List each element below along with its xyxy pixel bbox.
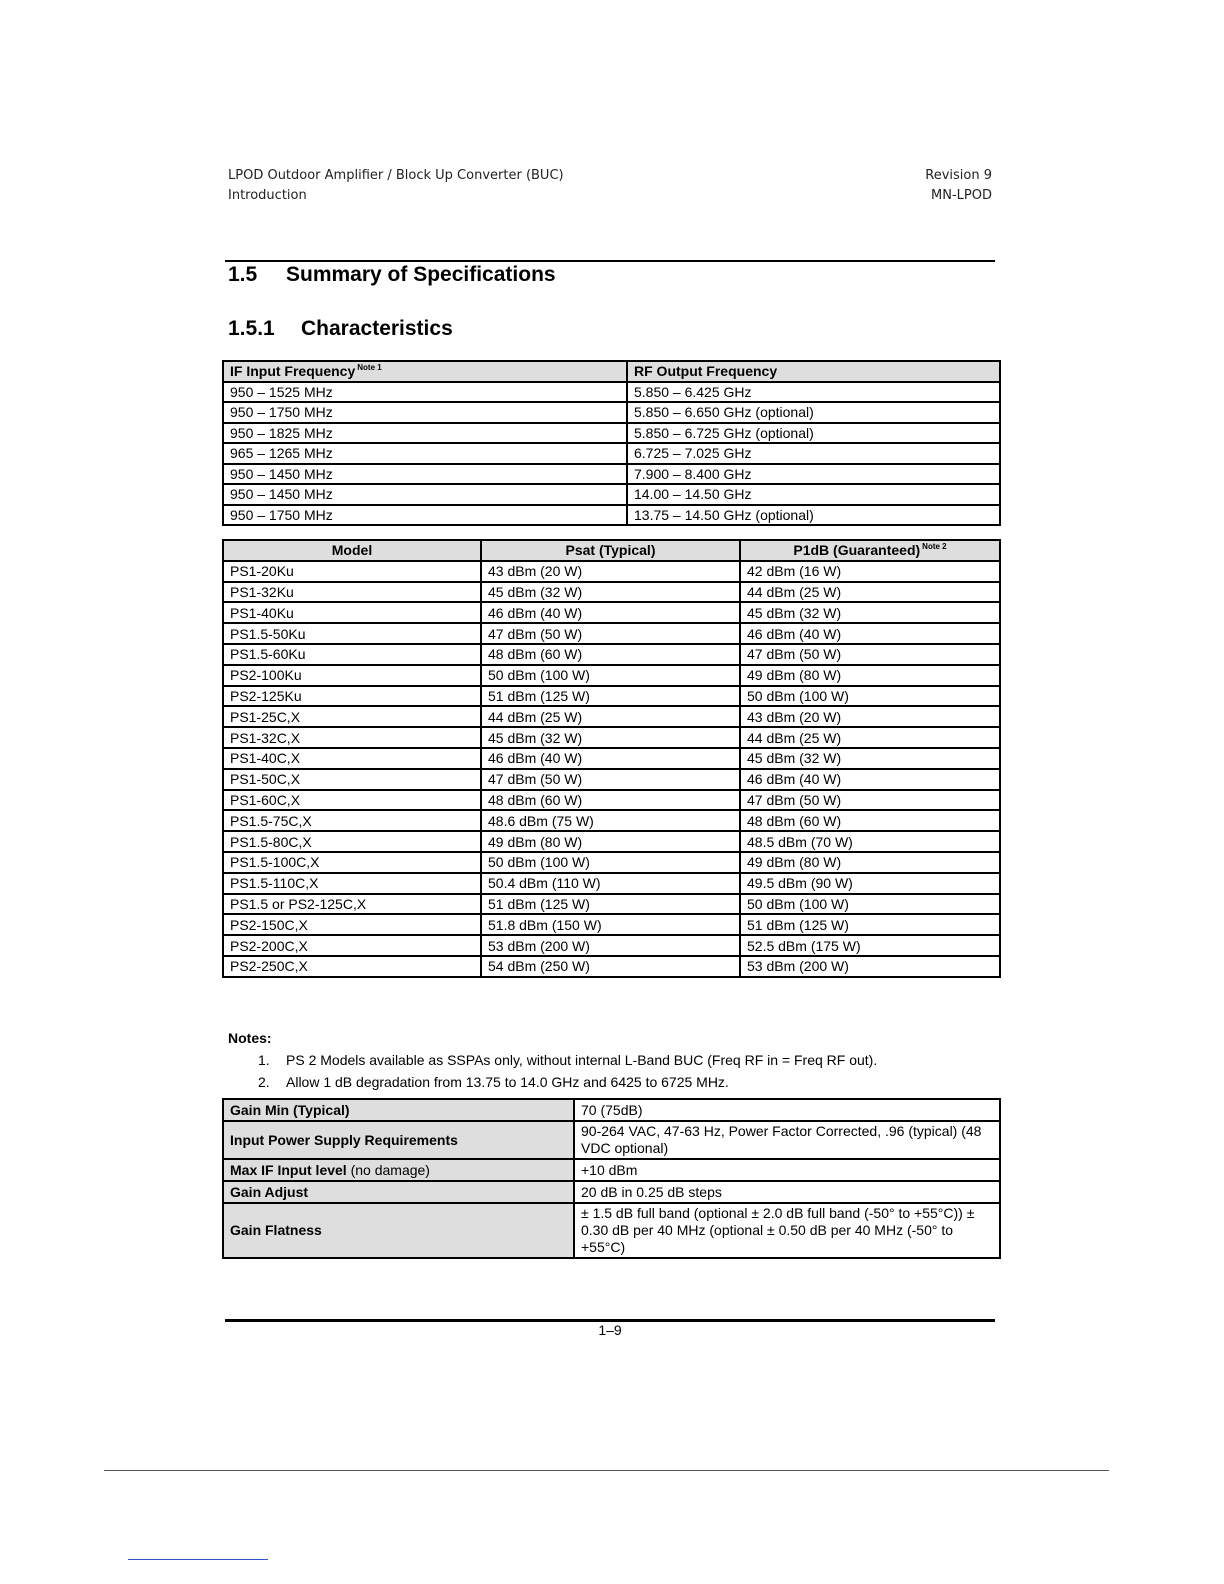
if-input-cell: 950 – 1825 MHz bbox=[223, 423, 627, 444]
p1db-cell: 45 dBm (32 W) bbox=[740, 602, 1000, 623]
p1db-cell: 45 dBm (32 W) bbox=[740, 748, 1000, 769]
header-chapter: Introduction bbox=[228, 188, 307, 203]
table-row bbox=[223, 935, 1000, 956]
model-cell: PS2-125Ku bbox=[223, 686, 481, 707]
p1db-cell: 50 dBm (100 W) bbox=[740, 894, 1000, 915]
spec-row bbox=[223, 1121, 1000, 1159]
note-item bbox=[258, 1074, 729, 1090]
p1db-cell: 50 dBm (100 W) bbox=[740, 686, 1000, 707]
table-row bbox=[223, 423, 1000, 444]
model-cell: PS1.5-100C,X bbox=[223, 852, 481, 873]
table-row bbox=[223, 623, 1000, 644]
psat-cell: 48.6 dBm (75 W) bbox=[481, 810, 740, 831]
p1db-cell: 48 dBm (60 W) bbox=[740, 810, 1000, 831]
p1db-header-label: P1dB (Guaranteed) bbox=[793, 542, 921, 559]
psat-cell: 48 dBm (60 W) bbox=[481, 644, 740, 665]
table-row bbox=[223, 831, 1000, 852]
note-ref: Note 1 bbox=[357, 363, 382, 373]
spec-row bbox=[223, 1203, 1000, 1258]
table-header-row bbox=[223, 540, 1000, 561]
spec-label: Max IF Input level bbox=[230, 1161, 347, 1178]
note-ref: Note 2 bbox=[922, 542, 947, 552]
model-cell: PS1.5-75C,X bbox=[223, 810, 481, 831]
spec-label-cell bbox=[223, 1121, 574, 1159]
note-text: PS 2 Models available as SSPAs only, without internal L-Band BUC (Freq RF in = Freq RF out). bbox=[286, 1052, 878, 1068]
table-row bbox=[223, 382, 1000, 403]
spec-label-cell bbox=[223, 1181, 574, 1203]
section-title: Summary of Specifications bbox=[286, 263, 556, 286]
page-number: 1–9 bbox=[598, 1322, 622, 1338]
model-cell: PS1-50C,X bbox=[223, 769, 481, 790]
spec-value: +10 dBm bbox=[574, 1159, 1000, 1181]
model-cell: PS2-250C,X bbox=[223, 956, 481, 977]
if-input-header bbox=[223, 361, 627, 382]
model-cell: PS1-25C,X bbox=[223, 706, 481, 727]
header-doc-title: LPOD Outdoor Amplifier / Block Up Converter (BUC) bbox=[228, 168, 564, 183]
if-input-cell: 950 – 1450 MHz bbox=[223, 464, 627, 485]
table-row bbox=[223, 582, 1000, 603]
table-row bbox=[223, 748, 1000, 769]
spec-row bbox=[223, 1181, 1000, 1203]
psat-cell: 53 dBm (200 W) bbox=[481, 935, 740, 956]
rf-output-cell: 5.850 – 6.650 GHz (optional) bbox=[627, 402, 1000, 423]
model-cell: PS1.5-60Ku bbox=[223, 644, 481, 665]
table-row bbox=[223, 852, 1000, 873]
psat-cell: 45 dBm (32 W) bbox=[481, 582, 740, 603]
rf-output-cell: 13.75 – 14.50 GHz (optional) bbox=[627, 505, 1000, 526]
table-row bbox=[223, 602, 1000, 623]
psat-cell: 51 dBm (125 W) bbox=[481, 894, 740, 915]
if-input-header-label: IF Input Frequency bbox=[230, 363, 356, 380]
table-row bbox=[223, 443, 1000, 464]
spec-table bbox=[222, 1098, 1001, 1259]
section-rule bbox=[225, 260, 995, 262]
p1db-cell: 44 dBm (25 W) bbox=[740, 727, 1000, 748]
p1db-cell: 44 dBm (25 W) bbox=[740, 582, 1000, 603]
p1db-cell: 43 dBm (20 W) bbox=[740, 706, 1000, 727]
table-row bbox=[223, 790, 1000, 811]
rf-output-cell: 14.00 – 14.50 GHz bbox=[627, 484, 1000, 505]
p1db-cell: 49 dBm (80 W) bbox=[740, 852, 1000, 873]
if-input-cell: 950 – 1750 MHz bbox=[223, 402, 627, 423]
note-number: 1. bbox=[258, 1052, 270, 1068]
hyperlink-underline[interactable] bbox=[128, 1559, 268, 1560]
p1db-cell: 52.5 dBm (175 W) bbox=[740, 935, 1000, 956]
table-row bbox=[223, 810, 1000, 831]
note-text: Allow 1 dB degradation from 13.75 to 14.0 GHz and 6425 to 6725 MHz. bbox=[286, 1074, 729, 1090]
table-row bbox=[223, 665, 1000, 686]
psat-cell: 44 dBm (25 W) bbox=[481, 706, 740, 727]
psat-cell: 50 dBm (100 W) bbox=[481, 665, 740, 686]
page-break-line bbox=[104, 1470, 1109, 1471]
table-row bbox=[223, 914, 1000, 935]
if-input-cell: 950 – 1450 MHz bbox=[223, 484, 627, 505]
header-revision: Revision 9 bbox=[925, 168, 992, 183]
rf-output-cell: 6.725 – 7.025 GHz bbox=[627, 443, 1000, 464]
p1db-cell: 47 dBm (50 W) bbox=[740, 790, 1000, 811]
model-cell: PS1-60C,X bbox=[223, 790, 481, 811]
model-cell: PS1.5 or PS2-125C,X bbox=[223, 894, 481, 915]
running-header-right bbox=[860, 166, 992, 206]
subsection-number: 1.5.1 bbox=[228, 317, 275, 340]
if-input-cell: 950 – 1750 MHz bbox=[223, 505, 627, 526]
spec-label-cell bbox=[223, 1159, 574, 1181]
table-header-row bbox=[223, 361, 1000, 382]
note-item bbox=[258, 1052, 877, 1068]
psat-cell: 45 dBm (32 W) bbox=[481, 727, 740, 748]
model-table bbox=[222, 539, 1001, 978]
table-row bbox=[223, 561, 1000, 582]
psat-header: Psat (Typical) bbox=[481, 540, 740, 561]
spec-row bbox=[223, 1099, 1000, 1121]
spec-label: Input Power Supply Requirements bbox=[230, 1131, 458, 1148]
spec-label: Gain Min (Typical) bbox=[230, 1101, 350, 1118]
psat-cell: 54 dBm (250 W) bbox=[481, 956, 740, 977]
psat-cell: 50.4 dBm (110 W) bbox=[481, 873, 740, 894]
p1db-cell: 47 dBm (50 W) bbox=[740, 644, 1000, 665]
table-row bbox=[223, 644, 1000, 665]
model-cell: PS1.5-110C,X bbox=[223, 873, 481, 894]
spec-value: 90-264 VAC, 47-63 Hz, Power Factor Corrected, .96 (typical) (48 VDC optional) bbox=[574, 1121, 1000, 1159]
rf-output-cell: 7.900 – 8.400 GHz bbox=[627, 464, 1000, 485]
psat-cell: 47 dBm (50 W) bbox=[481, 623, 740, 644]
p1db-cell: 51 dBm (125 W) bbox=[740, 914, 1000, 935]
header-doc-number: MN-LPOD bbox=[931, 188, 992, 203]
model-cell: PS1-20Ku bbox=[223, 561, 481, 582]
p1db-cell: 46 dBm (40 W) bbox=[740, 623, 1000, 644]
p1db-header bbox=[740, 540, 1000, 561]
model-cell: PS1.5-80C,X bbox=[223, 831, 481, 852]
notes-title: Notes: bbox=[228, 1030, 272, 1046]
spec-row bbox=[223, 1159, 1000, 1181]
table-row bbox=[223, 484, 1000, 505]
table-row bbox=[223, 873, 1000, 894]
model-cell: PS2-200C,X bbox=[223, 935, 481, 956]
model-cell: PS1-32C,X bbox=[223, 727, 481, 748]
table-row bbox=[223, 505, 1000, 526]
psat-cell: 51 dBm (125 W) bbox=[481, 686, 740, 707]
table-row bbox=[223, 956, 1000, 977]
table-row bbox=[223, 894, 1000, 915]
rf-output-cell: 5.850 – 6.425 GHz bbox=[627, 382, 1000, 403]
note-number: 2. bbox=[258, 1074, 270, 1090]
section-heading bbox=[228, 263, 556, 287]
table-row bbox=[223, 727, 1000, 748]
model-cell: PS2-150C,X bbox=[223, 914, 481, 935]
table-row bbox=[223, 686, 1000, 707]
psat-cell: 46 dBm (40 W) bbox=[481, 602, 740, 623]
model-header: Model bbox=[223, 540, 481, 561]
running-header-left bbox=[228, 166, 564, 206]
psat-cell: 46 dBm (40 W) bbox=[481, 748, 740, 769]
spec-label: Gain Adjust bbox=[230, 1183, 309, 1200]
spec-value: 70 (75dB) bbox=[574, 1099, 1000, 1121]
table-row bbox=[223, 464, 1000, 485]
spec-label-cell bbox=[223, 1099, 574, 1121]
psat-cell: 49 dBm (80 W) bbox=[481, 831, 740, 852]
p1db-cell: 42 dBm (16 W) bbox=[740, 561, 1000, 582]
model-cell: PS1-32Ku bbox=[223, 582, 481, 603]
psat-cell: 43 dBm (20 W) bbox=[481, 561, 740, 582]
model-cell: PS2-100Ku bbox=[223, 665, 481, 686]
p1db-cell: 46 dBm (40 W) bbox=[740, 769, 1000, 790]
subsection-title: Characteristics bbox=[301, 317, 453, 340]
rf-output-cell: 5.850 – 6.725 GHz (optional) bbox=[627, 423, 1000, 444]
spec-label-suffix: (no damage) bbox=[350, 1161, 430, 1178]
spec-value: ± 1.5 dB full band (optional ± 2.0 dB full band (-50° to +55°C)) ± 0.30 dB per 40 MHz (optional ± 0.50 dB per 40 MHz (-50° to +55°C) bbox=[574, 1203, 1000, 1258]
if-input-cell: 950 – 1525 MHz bbox=[223, 382, 627, 403]
model-cell: PS1-40Ku bbox=[223, 602, 481, 623]
psat-cell: 50 dBm (100 W) bbox=[481, 852, 740, 873]
spec-value: 20 dB in 0.25 dB steps bbox=[574, 1181, 1000, 1203]
table-row bbox=[223, 769, 1000, 790]
spec-label-cell bbox=[223, 1203, 574, 1258]
p1db-cell: 49.5 dBm (90 W) bbox=[740, 873, 1000, 894]
section-number: 1.5 bbox=[228, 263, 258, 286]
table-row bbox=[223, 706, 1000, 727]
frequency-table bbox=[222, 360, 1001, 526]
model-cell: PS1.5-50Ku bbox=[223, 623, 481, 644]
spec-label: Gain Flatness bbox=[230, 1222, 322, 1238]
psat-cell: 51.8 dBm (150 W) bbox=[481, 914, 740, 935]
model-cell: PS1-40C,X bbox=[223, 748, 481, 769]
table-row bbox=[223, 402, 1000, 423]
subsection-heading bbox=[228, 317, 453, 341]
psat-cell: 48 dBm (60 W) bbox=[481, 790, 740, 811]
p1db-cell: 53 dBm (200 W) bbox=[740, 956, 1000, 977]
p1db-cell: 48.5 dBm (70 W) bbox=[740, 831, 1000, 852]
rf-output-header: RF Output Frequency bbox=[627, 361, 1000, 382]
if-input-cell: 965 – 1265 MHz bbox=[223, 443, 627, 464]
p1db-cell: 49 dBm (80 W) bbox=[740, 665, 1000, 686]
psat-cell: 47 dBm (50 W) bbox=[481, 769, 740, 790]
